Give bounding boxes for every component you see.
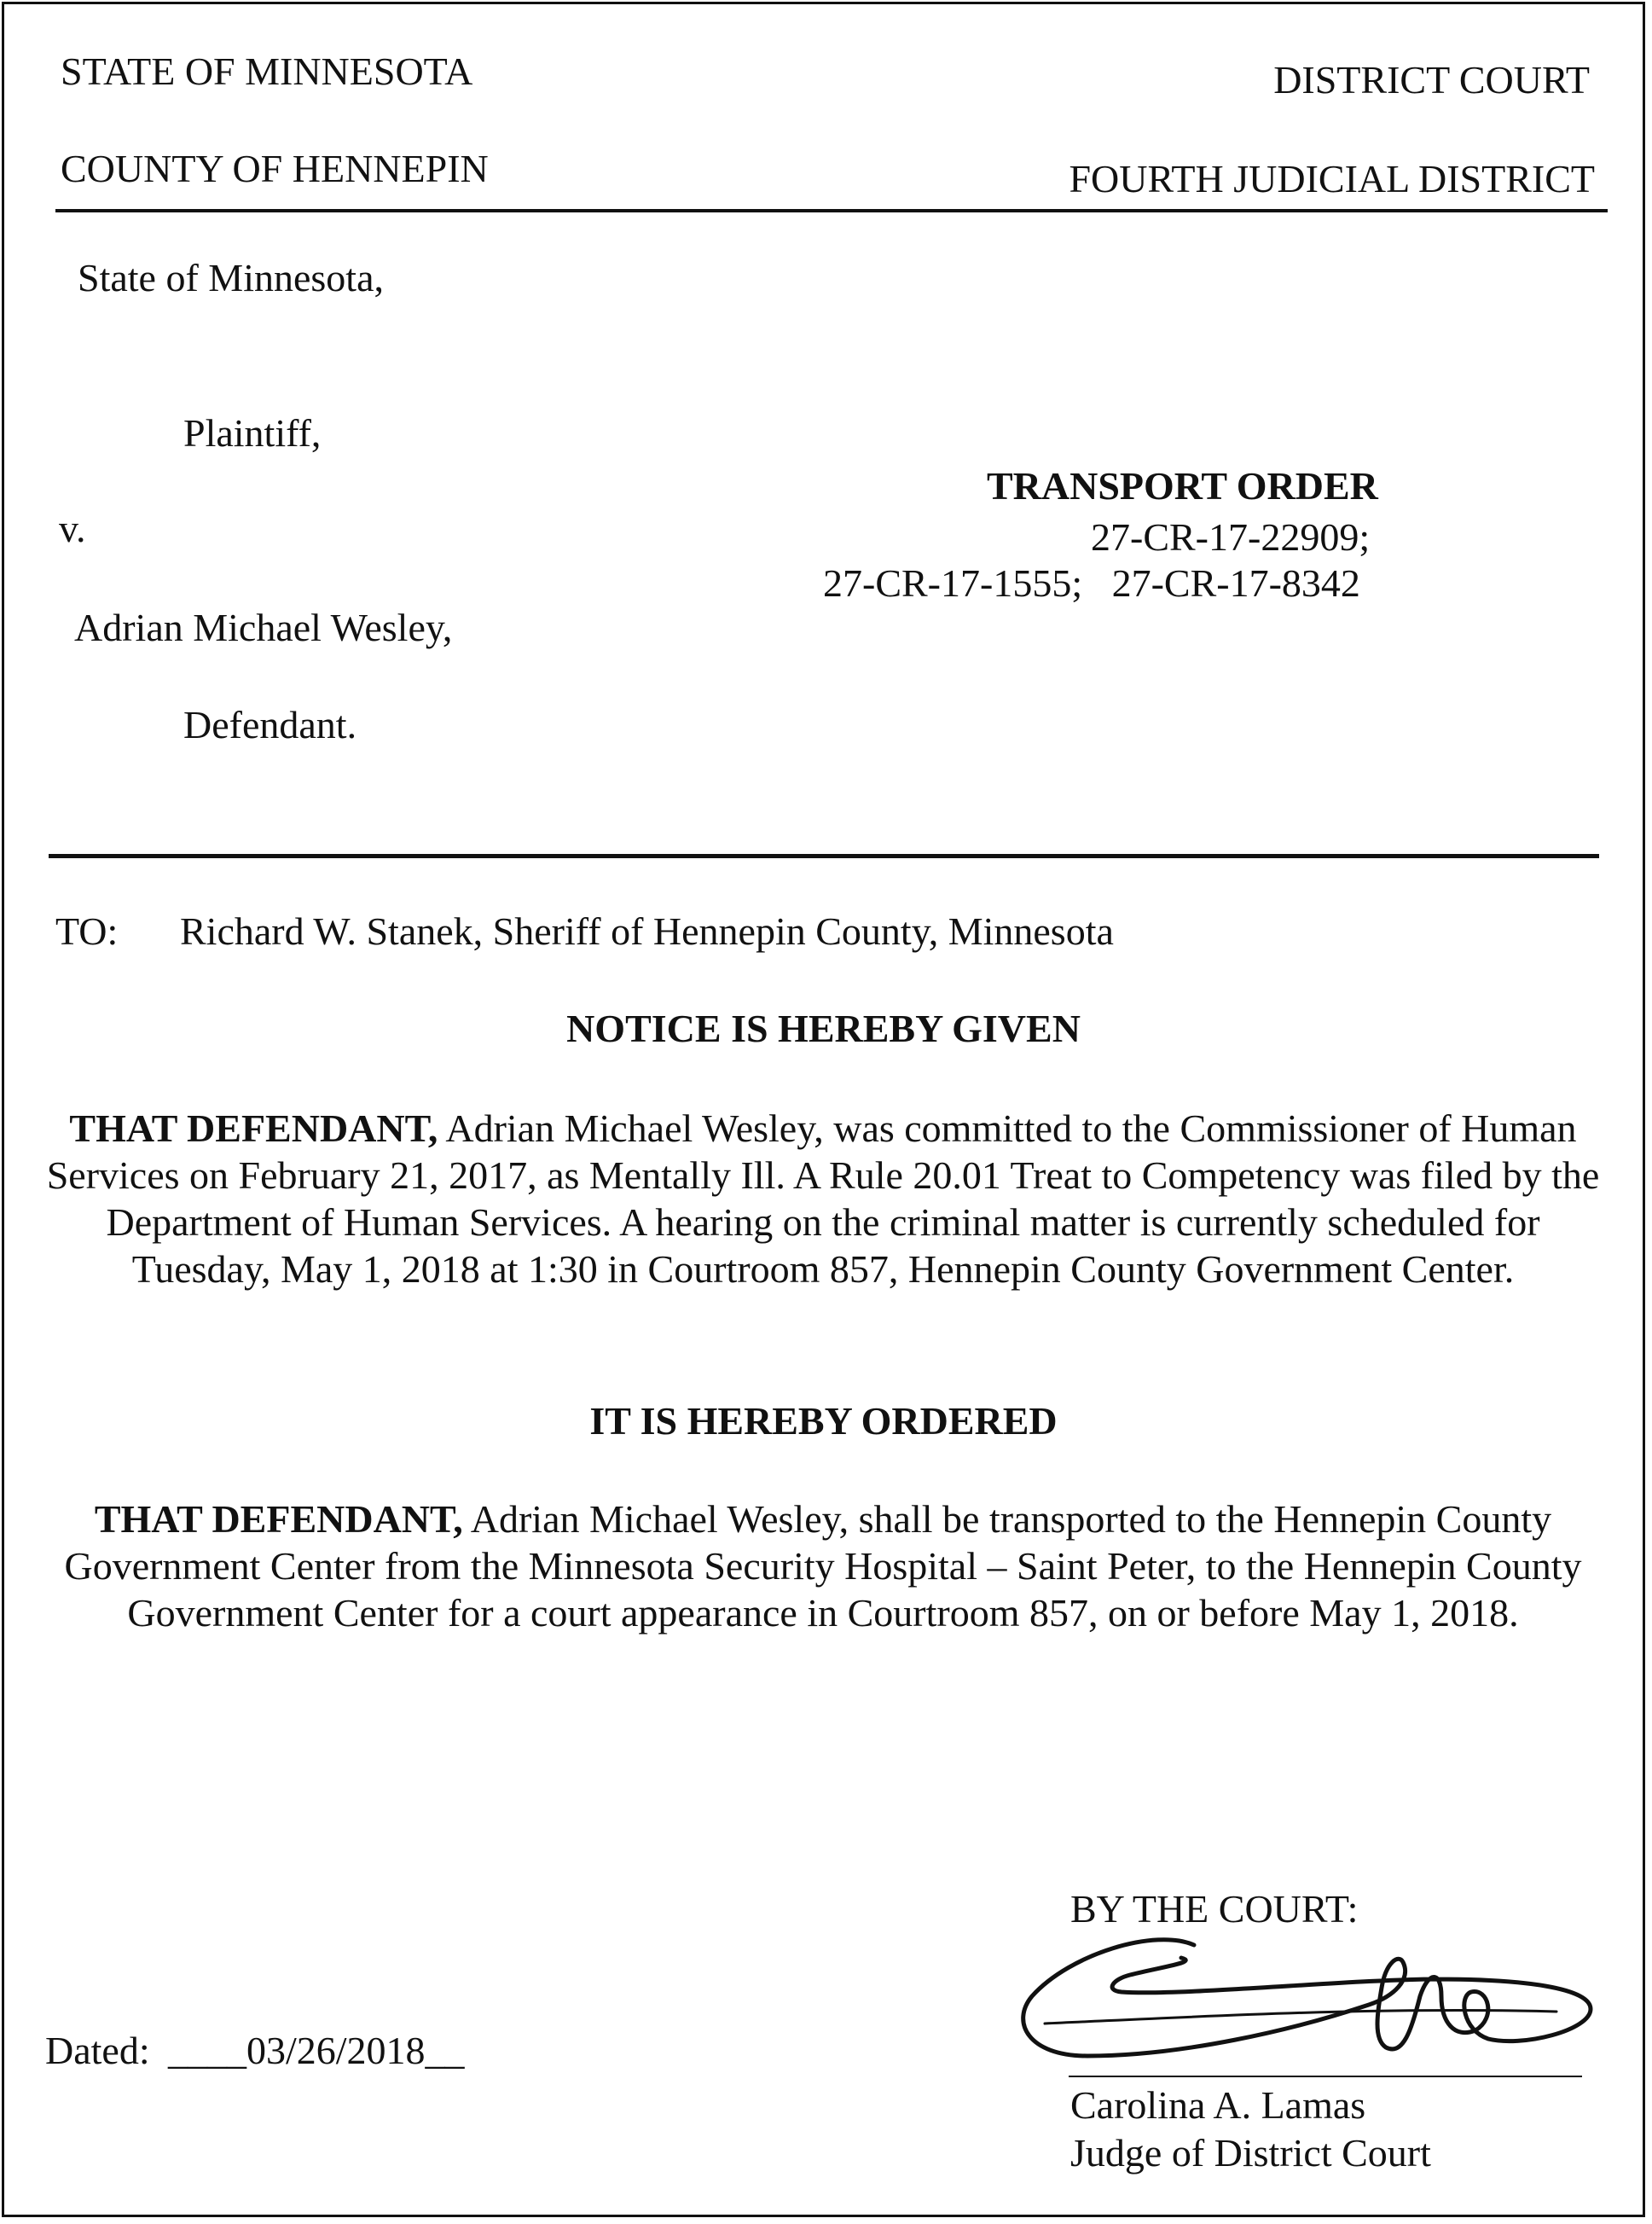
versus: v. [59, 507, 86, 550]
notice-paragraph [38, 1105, 1608, 1292]
defendant-name: Adrian Michael Wesley, [74, 606, 453, 649]
notice-lead: THAT DEFENDANT, [69, 1106, 438, 1150]
caption-divider [49, 854, 1599, 858]
notice-text: Adrian Michael Wesley, was committed to the Commissioner of Human Services on February 21, 2017, as Mentally Ill. A Rule 20.01 Treat to Competency was filed by the Department of Human Services. A hearing on the criminal matter is currently scheduled for Tuesday, May 1, 2018 at 1:30 in Courtroom 857, Hennepin County Government Center. [46, 1106, 1600, 1291]
to-recipient: Richard W. Stanek, Sheriff of Hennepin County, Minnesota [180, 909, 1114, 953]
ordered-text: Adrian Michael Wesley, shall be transported to the Hennepin County Government Center from the Minnesota Security Hospital – Saint Peter, to the Hennepin County Government Center for a court appearance in Courtroom 857, on or before May 1, 2018. [64, 1497, 1582, 1635]
to-label: TO: [55, 909, 119, 953]
ordered-paragraph [38, 1495, 1608, 1636]
header-district: FOURTH JUDICIAL DISTRICT [1069, 157, 1595, 200]
header-state: STATE OF MINNESOTA [61, 49, 473, 93]
header-county: COUNTY OF HENNEPIN [61, 147, 489, 190]
header-divider [55, 209, 1608, 212]
document-page [2, 2, 1645, 2217]
dated-label: Dated: [45, 2029, 150, 2072]
ordered-heading: IT IS HEREBY ORDERED [589, 1399, 1058, 1443]
by-the-court: BY THE COURT: [1070, 1887, 1359, 1931]
defendant-label: Defendant. [183, 703, 357, 746]
plaintiff-label: Plaintiff, [183, 411, 322, 455]
order-title: TRANSPORT ORDER [987, 464, 1378, 508]
case-numbers-line2: 27-CR-17-1555; 27-CR-17-8342 [823, 561, 1360, 605]
notice-heading: NOTICE IS HEREBY GIVEN [566, 1007, 1081, 1050]
header-court: DISTRICT COURT [1273, 58, 1590, 102]
judge-name: Carolina A. Lamas [1070, 2083, 1366, 2127]
judge-title: Judge of District Court [1070, 2131, 1431, 2175]
signature-line [1069, 2076, 1582, 2077]
judge-signature [1011, 1928, 1608, 2073]
ordered-lead: THAT DEFENDANT, [94, 1497, 463, 1541]
dated-value: ____03/26/2018__ [168, 2029, 465, 2072]
plaintiff-name: State of Minnesota, [78, 256, 384, 299]
case-numbers-line1: 27-CR-17-22909; [1091, 515, 1371, 559]
